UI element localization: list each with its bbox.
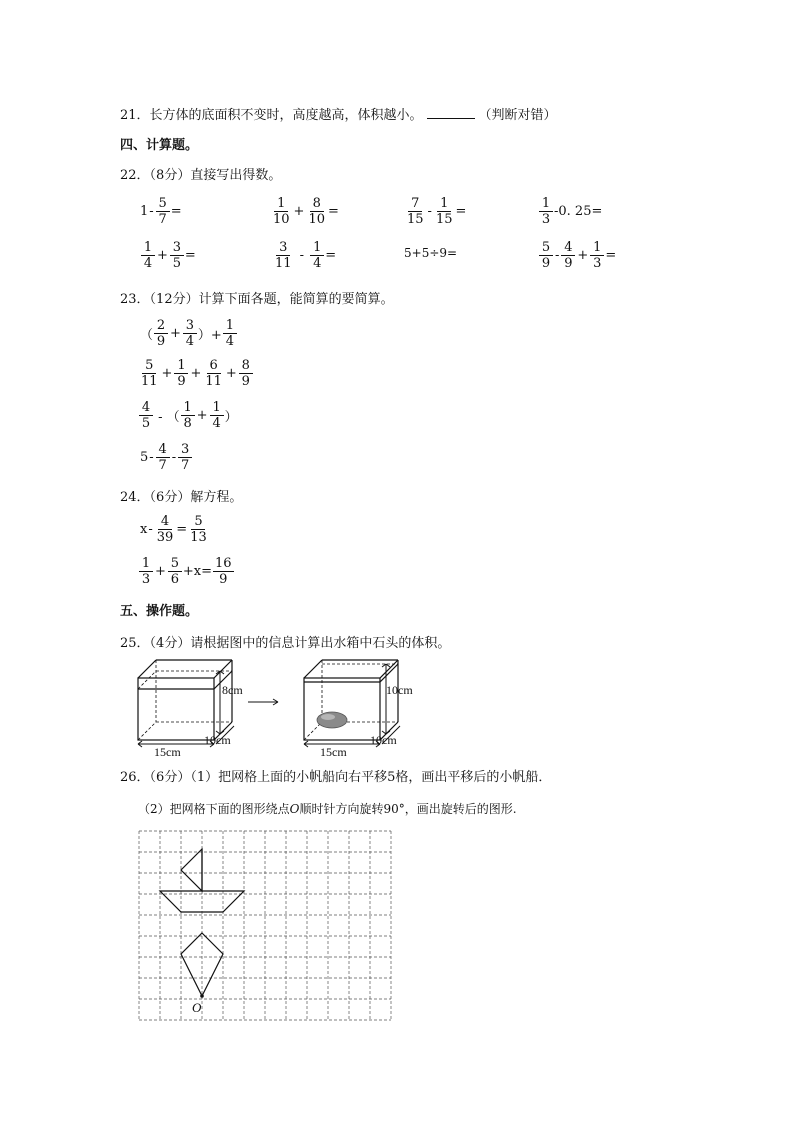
number: 5 [140, 450, 149, 465]
equals: = [170, 204, 182, 219]
denominator: 9 [541, 256, 551, 271]
answer-blank[interactable] [427, 106, 475, 119]
point-label: O [289, 802, 300, 816]
numerator: 16 [215, 556, 232, 571]
denominator: 9 [156, 334, 166, 349]
fraction [170, 240, 184, 271]
equals: = [328, 204, 339, 219]
operator: + [157, 248, 168, 263]
numerator: 1 [437, 196, 451, 212]
operator: + [293, 204, 305, 219]
denominator: 4 [185, 334, 195, 349]
denominator: 9 [241, 374, 250, 389]
q22-expr-6 [272, 240, 336, 271]
denominator: 9 [219, 572, 228, 587]
fraction [273, 240, 294, 271]
section-4-heading: 四、计算题。 [120, 138, 199, 153]
question-22-title: 22．（8分）直接写出得数。 [120, 168, 282, 183]
denominator: 11 [205, 374, 222, 389]
denominator: 3 [541, 212, 551, 227]
q24-equation-2 [138, 556, 235, 587]
numerator: 7 [408, 196, 422, 212]
q22-expr-1 [140, 196, 182, 227]
right-depth-label: 10cm [370, 733, 397, 747]
operator: - [555, 248, 560, 263]
denominator: 7 [158, 212, 167, 227]
right-width-label: 15cm [320, 745, 347, 759]
denominator: 39 [156, 530, 174, 545]
numerator: 5 [191, 514, 205, 530]
fraction [174, 358, 188, 389]
expression-rest: -0. 25= [554, 204, 603, 219]
paren: ） [224, 410, 238, 425]
numerator: 5 [168, 556, 182, 572]
question-21-suffix: （判断对错） [478, 108, 557, 123]
numerator: 5 [156, 196, 170, 212]
question-26-line-2 [138, 800, 517, 817]
equals: = [184, 248, 196, 263]
fraction [539, 240, 553, 271]
fraction [156, 196, 170, 227]
denominator: 13 [190, 530, 207, 545]
denominator: 4 [313, 256, 322, 271]
operator: + [577, 248, 589, 263]
q24-equation-1 [140, 514, 210, 545]
numerator: 1 [174, 358, 188, 374]
numerator: 3 [183, 318, 197, 334]
q22-expr-3 [404, 196, 466, 227]
fraction [539, 196, 553, 227]
denominator: 10 [273, 212, 290, 227]
left-width-label: 15cm [154, 745, 181, 759]
section-5-heading: 五、操作题。 [120, 604, 199, 619]
operator: + [196, 408, 208, 423]
fraction [310, 240, 324, 271]
operator: + [225, 366, 237, 381]
fraction [203, 358, 224, 389]
q23-expr-1 [140, 318, 238, 349]
operator: - [295, 248, 309, 263]
stone-icon [317, 712, 347, 728]
q22-expr-7 [404, 246, 457, 260]
denominator: 9 [564, 256, 573, 271]
denominator: 4 [143, 256, 153, 271]
equals: = [325, 248, 337, 263]
left-height-label: 8cm [222, 683, 243, 697]
equals: = [455, 204, 467, 219]
fraction [178, 442, 192, 473]
left-depth-label: 10cm [204, 733, 231, 747]
fraction [139, 400, 153, 431]
fraction [271, 196, 292, 227]
numerator: 6 [207, 358, 221, 374]
fraction [154, 318, 168, 349]
fraction [405, 196, 426, 227]
denominator: 11 [275, 256, 292, 271]
denominator: 5 [172, 256, 182, 271]
numerator: 8 [310, 196, 324, 212]
denominator: 4 [212, 416, 221, 431]
rotation-point [200, 994, 204, 998]
fraction [139, 556, 153, 587]
numerator: 2 [154, 318, 168, 334]
fraction [590, 240, 604, 271]
q23-expr-4 [140, 442, 193, 473]
operator: - [171, 450, 177, 465]
question-21-text: 21．长方体的底面积不变时，高度越高，体积越小。 [120, 108, 423, 123]
numerator: 1 [539, 196, 553, 212]
fraction [561, 240, 575, 271]
equals: = [176, 522, 188, 537]
fraction [183, 318, 197, 349]
q23-expr-3 [138, 400, 238, 431]
denominator: 4 [225, 334, 234, 349]
question-23-title: 23．（12分）计算下面各题，能简算的要简算。 [120, 292, 394, 307]
numerator: 4 [139, 400, 153, 416]
operator: - （ [154, 410, 180, 425]
stone-highlight [321, 714, 335, 720]
question-26-line-1: 26．（6分）（1）把网格上面的小帆船向右平移5格，画出平移后的小帆船． [120, 770, 552, 785]
expression-middle: +x= [182, 564, 213, 579]
numerator: 3 [170, 240, 184, 256]
question-24-title: 24．（6分）解方程。 [120, 490, 243, 505]
paren: （ [140, 328, 154, 343]
fraction [306, 196, 327, 227]
denominator: 11 [141, 374, 158, 389]
fraction [213, 556, 234, 587]
point-o-label: O [192, 1000, 202, 1015]
denominator: 3 [141, 572, 151, 587]
denominator: 7 [180, 458, 190, 473]
numerator: 1 [141, 240, 155, 256]
operator: + [190, 366, 202, 381]
denominator: 3 [593, 256, 602, 271]
operator: - [427, 204, 432, 219]
fraction [239, 358, 253, 389]
operator: + [161, 366, 173, 381]
numerator: 8 [239, 358, 253, 374]
numerator: 4 [158, 514, 172, 530]
equals: = [605, 248, 617, 263]
expression-text: 5+5÷9= [404, 246, 458, 260]
grid-diagram [136, 830, 396, 1024]
q22-expr-4 [538, 196, 602, 227]
fraction [223, 318, 237, 349]
numerator: 1 [590, 240, 604, 256]
denominator: 15 [407, 212, 424, 227]
water-tank-diagram [130, 652, 430, 760]
numerator: 1 [223, 318, 237, 334]
numerator: 1 [274, 196, 288, 212]
denominator: 15 [435, 212, 453, 227]
numerator: 1 [310, 240, 324, 256]
fraction [434, 196, 455, 227]
operator: - [149, 450, 154, 465]
fraction [156, 442, 170, 473]
numerator: 4 [561, 240, 575, 256]
numerator: 1 [181, 400, 195, 416]
numerator: 4 [156, 442, 170, 458]
numerator: 5 [142, 358, 156, 374]
numerator: 5 [539, 240, 553, 256]
operator: + [170, 326, 181, 341]
numerator: 1 [210, 400, 224, 416]
q23-expr-2 [138, 358, 254, 389]
dashed-grid [139, 831, 391, 1020]
instruction-text: （2）把网格下面的图形绕点 [138, 802, 290, 816]
numerator: 1 [139, 556, 153, 572]
operator: - [149, 204, 154, 219]
fraction [155, 514, 176, 545]
numerator: 3 [178, 442, 192, 458]
denominator: 7 [158, 458, 167, 473]
right-height-label: 10cm [386, 683, 413, 697]
operator: + [155, 564, 166, 579]
question-25-title: 25．（4分）请根据图中的信息计算出水箱中石头的体积。 [120, 636, 451, 651]
fraction [141, 240, 155, 271]
denominator: 6 [170, 572, 180, 587]
fraction [168, 556, 182, 587]
q22-expr-2 [270, 196, 339, 227]
variable: x [140, 522, 148, 537]
fraction [210, 400, 224, 431]
paren: ）+ [197, 328, 222, 343]
denominator: 10 [308, 212, 325, 227]
denominator: 9 [177, 374, 186, 389]
sail-shape [181, 849, 202, 891]
denominator: 5 [141, 416, 151, 431]
fraction [188, 514, 209, 545]
number: 1 [140, 204, 149, 219]
fraction [139, 358, 160, 389]
q22-expr-8 [538, 240, 616, 271]
operator: - [148, 522, 153, 537]
q22-expr-5 [140, 240, 196, 271]
denominator: 8 [183, 416, 192, 431]
fraction [181, 400, 195, 431]
numerator: 3 [276, 240, 290, 256]
instruction-text: 顺时针方向旋转90°，画出旋转后的图形. [299, 802, 517, 816]
question-21 [120, 104, 557, 123]
